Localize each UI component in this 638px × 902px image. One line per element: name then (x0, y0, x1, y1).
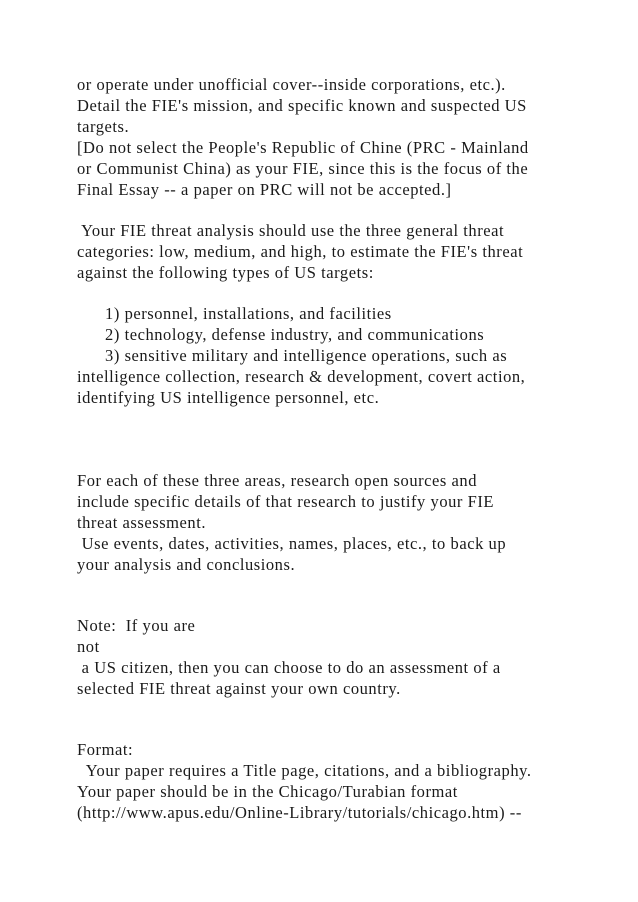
text-line: [Do not select the People's Republic of Chine (PRC - Mainland (77, 138, 529, 157)
list-item: 1) personnel, installations, and facilities (77, 304, 392, 323)
text-line: Note: If you are (77, 616, 196, 635)
text-line: For each of these three areas, research open sources and (77, 471, 478, 490)
text-line: categories: low, medium, and high, to estimate the FIE's threat (77, 242, 524, 261)
text-line: (http://www.apus.edu/Online-Library/tutorials/chicago.htm) -- (77, 803, 522, 822)
text-line: intelligence collection, research & development, covert action, (77, 367, 526, 386)
text-line: Use events, dates, activities, names, places, etc., to back up (77, 534, 507, 553)
text-line: Your FIE threat analysis should use the three general threat (77, 221, 505, 240)
text-line: or operate under unofficial cover--inside corporations, etc.). (77, 75, 506, 94)
text-line: a US citizen, then you can choose to do an assessment of a (77, 658, 501, 677)
text-line: or Communist China) as your FIE, since this is the focus of the (77, 159, 529, 178)
section-heading: Format: (77, 740, 134, 759)
text-line: Final Essay -- a paper on PRC will not be accepted.] (77, 180, 452, 199)
text-line: Detail the FIE's mission, and specific known and suspected US (77, 96, 527, 115)
text-line: Your paper should be in the Chicago/Turabian format (77, 782, 458, 801)
text-line: include specific details of that research to justify your FIE (77, 492, 495, 511)
list-item: 3) sensitive military and intelligence operations, such as (77, 346, 508, 365)
text-line: identifying US intelligence personnel, etc. (77, 388, 380, 407)
text-line: Your paper requires a Title page, citations, and a bibliography. (77, 761, 532, 780)
text-line: your analysis and conclusions. (77, 555, 296, 574)
text-line: not (77, 637, 100, 656)
text-line: against the following types of US targets: (77, 263, 374, 282)
list-item: 2) technology, defense industry, and communications (77, 325, 485, 344)
text-line: targets. (77, 117, 130, 136)
text-line: threat assessment. (77, 513, 207, 532)
text-line: selected FIE threat against your own country. (77, 679, 401, 698)
